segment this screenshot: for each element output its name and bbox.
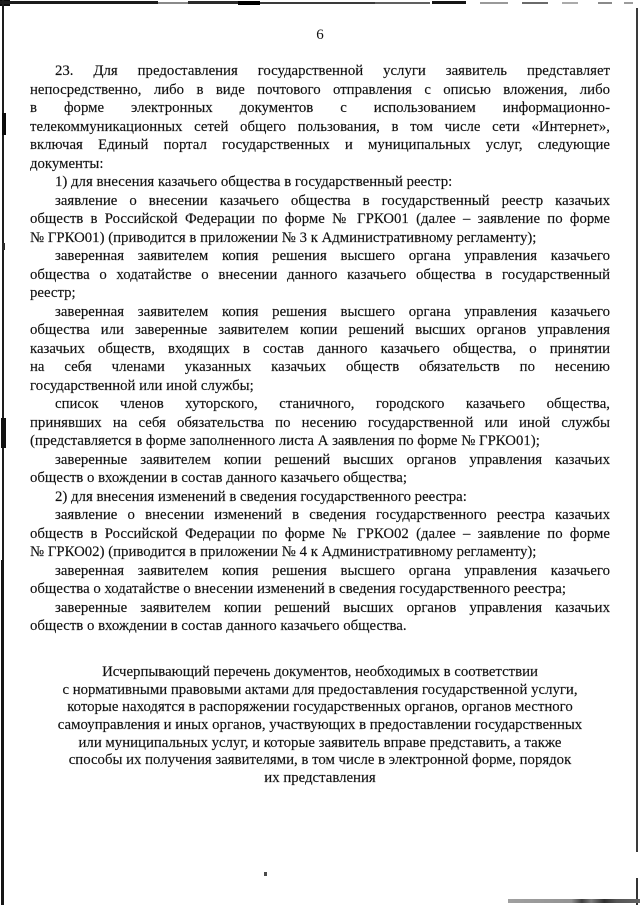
- text-line: телекоммуникационных сетей общего пользования, в том числе сети «Интернет»,: [30, 118, 610, 135]
- text-line: государственной или иной службы;: [30, 377, 254, 394]
- scan-edge-top: [188, 1, 240, 4]
- text-line: заверенные заявителем копии решений высших органов управления казачьих: [55, 599, 610, 616]
- text-line: заверенная заявителем копия решения высшего органа управления казачьего: [55, 248, 610, 264]
- text-line: документы:: [30, 155, 104, 172]
- text-line: заявление о внесении казачьего общества в государственный реестр казачьих: [55, 192, 610, 209]
- heading-line: их представления: [264, 770, 376, 787]
- text-line: обществ в Российской Федерации по форме № ГРКО01 (далее – заявление по форме: [30, 211, 610, 227]
- text-line: включая Единый портал государственных и муниципальных услуг, следующие: [30, 137, 610, 153]
- heading-line: Исчерпывающий перечень документов, необходимых в соответствии: [102, 664, 538, 680]
- text-line: обществ о вхождении в состав данного казачьего общества;: [30, 470, 407, 486]
- scan-edge-top: [158, 2, 188, 4]
- text-line: казачьих обществ, входящих в состав данного казачьего общества, о принятии: [30, 340, 610, 357]
- heading-line: способы их получения заявителями, в том числе в электронной форме, порядок: [68, 752, 572, 769]
- scan-edge-left: [1, 560, 4, 905]
- text-line: 2) для внесения изменений в сведения государственного реестра:: [55, 488, 467, 505]
- text-line: заверенная заявителем копия решения высшего органа управления казачьего: [55, 562, 610, 579]
- heading-line: или муниципальных услуг, и которые заявитель вправе представить, а также: [78, 734, 562, 751]
- document-body: [30, 62, 610, 636]
- scan-edge-top: [375, 2, 430, 4]
- text-line: № ГРКО02) (приводится в приложении № 4 к Административному регламенту);: [30, 544, 537, 560]
- text-line: список членов хуторского, станичного, городского казачьего общества,: [55, 396, 610, 412]
- text-line: (представляется в форме заполненного листа А заявления по форме № ГРКО01);: [30, 433, 540, 449]
- scan-noise-mark: [2, 113, 6, 135]
- text-line: в форме электронных документов с использованием информационно-: [30, 100, 610, 116]
- scan-noise-mark: [2, 243, 5, 250]
- scan-edge-right: [636, 8, 638, 852]
- text-line: № ГРКО01) (приводится в приложении № 3 к Административному регламенту);: [30, 229, 537, 246]
- scan-edge-top: [624, 2, 633, 4]
- text-line: обществ в Российской Федерации по форме № ГРКО02 (далее – заявление по форме: [30, 525, 610, 542]
- text-line: 1) для внесения казачьего общества в государственный реестр:: [55, 174, 453, 190]
- heading-line: которые находятся в распоряжении государственных органов, органов местного: [67, 699, 573, 716]
- text-line: общества или заверенные заявителем копии решений высших органов управления: [30, 322, 610, 338]
- scan-shadow-bottom-right: [508, 899, 640, 903]
- text-line: обществ о вхождении в состав данного казачьего общества.: [30, 618, 407, 634]
- scan-edge-top: [480, 2, 508, 4]
- text-line: заявление о внесении изменений в сведения государственного реестра казачьих: [55, 507, 610, 523]
- section-heading: [30, 664, 610, 788]
- scan-edge-top: [238, 1, 260, 5]
- scan-edge-top: [260, 2, 375, 4]
- scan-edge-top: [562, 2, 578, 4]
- text-line: заверенные заявителем копии решений высших органов управления казачьих: [55, 451, 610, 468]
- scan-noise-speck: [264, 872, 267, 876]
- text-line: заверенная заявителем копия решения высшего органа управления казачьего: [55, 303, 610, 320]
- text-line: 23. Для предоставления государственной услуги заявитель представляет: [55, 63, 610, 79]
- scan-edge-top: [522, 2, 548, 4]
- text-line: принявших на себя обязательства по несению государственной или иной службы: [30, 414, 610, 431]
- text-line: общества о ходатайстве о внесении изменений в сведения государственного реестра;: [30, 581, 566, 597]
- heading-line: самоуправления и иных органов, участвующих в предоставлении государственных: [57, 717, 583, 734]
- text-line: общества о ходатайстве о внесении данного казачьего общества в государственный: [30, 266, 610, 283]
- scan-edge-top: [598, 2, 612, 4]
- page-number: 6: [316, 27, 324, 43]
- scan-edge-top: [432, 1, 466, 4]
- heading-line: с нормативными правовыми актами для предоставления государственной услуги,: [62, 681, 578, 698]
- scan-edge-top: [0, 1, 158, 4]
- text-line: на себя членами указанных казачьих обществ обязательств по несению: [30, 359, 610, 375]
- scan-noise-mark: [1, 418, 6, 448]
- text-line: реестр;: [30, 285, 76, 301]
- text-line: непосредственно, либо в виде почтового отправления с описью вложения, либо: [30, 81, 610, 98]
